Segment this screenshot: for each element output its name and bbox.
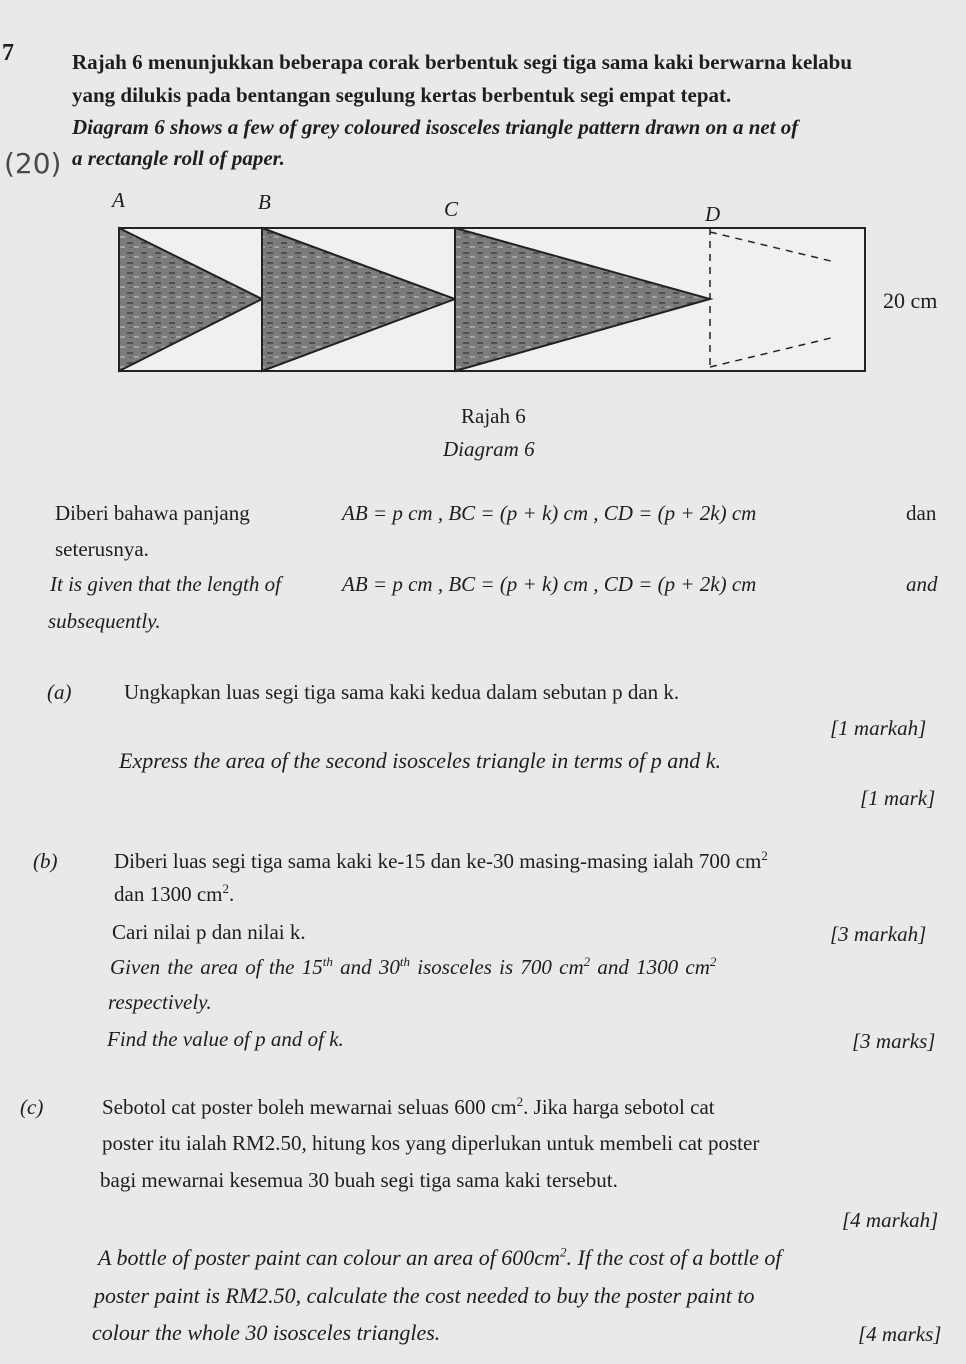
part-a-en: Express the area of the second isosceles triangle in terms of p and k. bbox=[119, 748, 722, 773]
part-b-bm-2-text: dan 1300 cm bbox=[114, 882, 223, 906]
caption-en: Diagram 6 bbox=[443, 437, 535, 461]
part-b-en-find: Find the value of p and of k. bbox=[107, 1027, 344, 1051]
part-c-bm-line-1 bbox=[102, 1095, 715, 1120]
part-c-mark-bm: [4 markah] bbox=[842, 1208, 939, 1232]
intro-bm-line-1: Rajah 6 menunjukkan beberapa corak berbentuk segi tiga sama kaki berwarna kelabu bbox=[72, 50, 853, 74]
part-b-en-and: and bbox=[340, 955, 372, 979]
part-a-mark-bm: [1 markah] bbox=[830, 716, 927, 740]
part-c-bm-1b: . Jika harga sebotol cat bbox=[523, 1095, 715, 1119]
given-en-formula: AB = p cm , BC = (p + k) cm , CD = (p + 2k) cm bbox=[342, 572, 757, 596]
part-b-en-respectively: respectively. bbox=[108, 990, 212, 1014]
part-b-sup-th-2: th bbox=[399, 954, 411, 969]
part-c-en-line-3: colour the whole 30 isosceles triangles. bbox=[92, 1320, 441, 1345]
caption-bm: Rajah 6 bbox=[461, 404, 526, 428]
part-c-mark-en: [4 marks] bbox=[858, 1322, 942, 1346]
given-bm-line-2: seterusnya. bbox=[55, 537, 149, 561]
part-b-bm-2-sup: 2 bbox=[222, 881, 229, 896]
part-c-en-line-2: poster paint is RM2.50, calculate the cost needed to buy the poster paint to bbox=[94, 1283, 755, 1308]
given-en-line-2: subsequently. bbox=[48, 609, 161, 633]
part-b-sup-2a: 2 bbox=[583, 954, 591, 969]
paper-roll-diagram bbox=[0, 180, 966, 380]
part-b-sup-th-1: th bbox=[322, 954, 333, 969]
part-b-mark-bm: [3 markah] bbox=[830, 922, 927, 946]
point-label-b: B bbox=[258, 190, 271, 214]
part-b-mark-en: [3 marks] bbox=[852, 1029, 936, 1053]
given-bm-prefix: Diberi bahawa panjang bbox=[55, 501, 250, 525]
given-bm-suffix: dan bbox=[906, 501, 937, 525]
part-a-bm: Ungkapkan luas segi tiga sama kaki kedua dalam sebutan p dan k. bbox=[124, 680, 680, 704]
part-b-sup-2b: 2 bbox=[709, 954, 717, 969]
part-b-bm-line-1 bbox=[114, 849, 768, 874]
part-b-en-line-1 bbox=[110, 955, 716, 980]
margin-score-mark: (20) bbox=[4, 147, 62, 180]
intro-en-line-1: Diagram 6 shows a few of grey coloured isosceles triangle pattern drawn on a net of bbox=[72, 115, 799, 139]
part-a-label: (a) bbox=[47, 680, 72, 704]
given-bm-formula: AB = p cm , BC = (p + k) cm , CD = (p + 2k) cm bbox=[342, 501, 757, 525]
part-b-en-30: 30 bbox=[378, 955, 400, 979]
given-en-suffix: and bbox=[906, 572, 938, 596]
part-c-en-line-1 bbox=[98, 1245, 782, 1271]
part-c-en-1a: A bottle of poster paint can colour an area of 600cm bbox=[98, 1245, 560, 1270]
part-b-en-rest: isosceles is 700 cm bbox=[417, 955, 584, 979]
intro-en-line-2: a rectangle roll of paper. bbox=[72, 146, 285, 170]
part-b-en-and-2: and 1300 cm bbox=[597, 955, 710, 979]
part-b-bm-line-3: Cari nilai p dan nilai k. bbox=[112, 920, 306, 944]
part-c-bm-sup: 2 bbox=[516, 1094, 524, 1109]
part-b-bm-1-text: Diberi luas segi tiga sama kaki ke-15 dan ke-30 masing-masing ialah 700 cm bbox=[114, 849, 762, 873]
given-en-prefix: It is given that the length of bbox=[50, 572, 281, 596]
part-c-label: (c) bbox=[20, 1095, 44, 1119]
point-label-d: D bbox=[705, 202, 721, 226]
question-number: 7 bbox=[2, 40, 14, 66]
part-b-en-15: 15 bbox=[301, 955, 323, 979]
part-c-bm-line-2: poster itu ialah RM2.50, hitung kos yang diperlukan untuk membeli cat poster bbox=[102, 1131, 760, 1155]
part-c-bm-line-3: bagi mewarnai kesemua 30 buah segi tiga sama kaki tersebut. bbox=[100, 1168, 618, 1192]
part-c-en-sup: 2 bbox=[559, 1244, 567, 1260]
part-b-bm-1-sup: 2 bbox=[761, 848, 768, 863]
part-b-label: (b) bbox=[33, 849, 58, 873]
intro-bm-line-2: yang dilukis pada bentangan segulung kertas berbentuk segi empat tepat. bbox=[72, 83, 732, 107]
point-label-c: C bbox=[444, 197, 459, 221]
height-label: 20 cm bbox=[883, 288, 938, 313]
part-c-bm-1a: Sebotol cat poster boleh mewarnai seluas 600 cm bbox=[102, 1095, 517, 1119]
part-b-en-given: Given the area of the bbox=[110, 955, 295, 979]
part-c-en-1b: . If the cost of a bottle of bbox=[566, 1245, 782, 1270]
part-b-bm-line-2: dan 1300 $cm^2$. bbox=[114, 881, 235, 906]
point-label-a: A bbox=[112, 188, 125, 212]
part-a-mark-en: [1 mark] bbox=[860, 786, 936, 810]
